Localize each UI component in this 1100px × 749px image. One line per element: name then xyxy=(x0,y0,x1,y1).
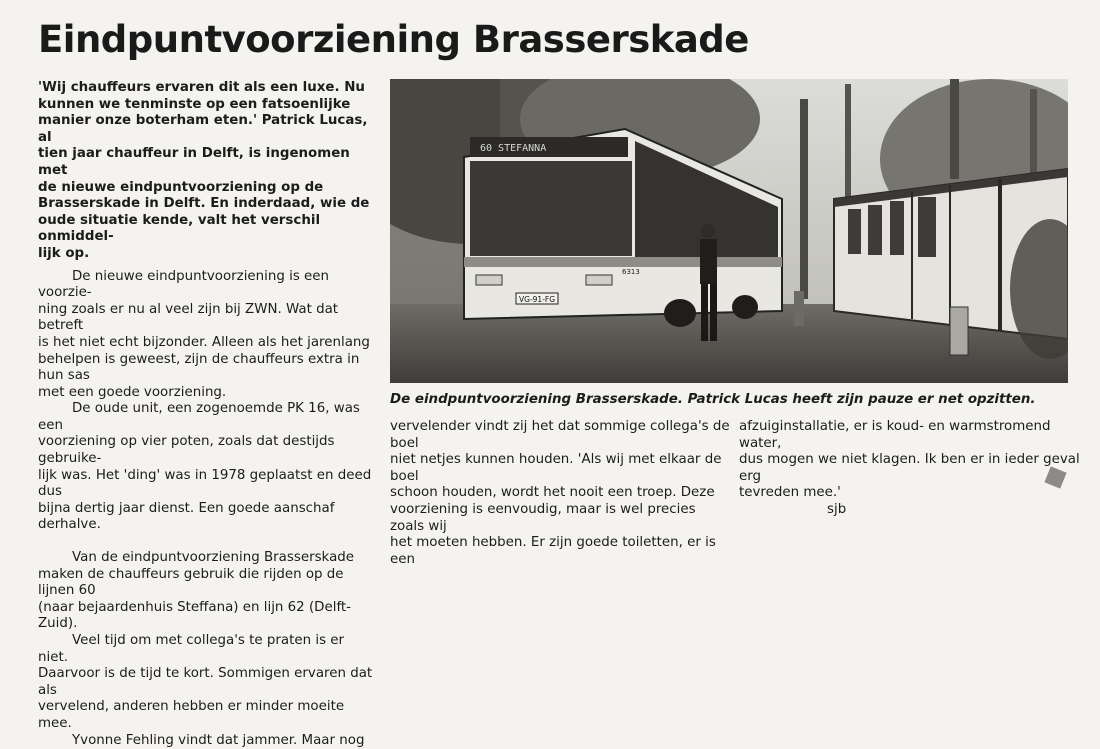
body-paragraph-5 xyxy=(38,733,378,749)
body-line: het moeten hebben. Er zijn goede toiletten, er is een xyxy=(390,535,716,567)
body-line: dus mogen we niet klagen. Ik ben er in ieder geval erg xyxy=(739,452,1080,484)
cabin-window xyxy=(918,197,936,257)
body-line: De nieuwe eindpuntvoorziening is een voorzie- xyxy=(38,268,330,301)
body-paragraph-3 xyxy=(38,550,378,633)
intro-line: lijk op. xyxy=(38,245,90,261)
body-line: afzuiginstallatie, er is koud- en warmstromend water, xyxy=(739,419,1051,451)
body-line: bijna dertig jaar dienst. Een goede aanschaf derhalve. xyxy=(38,500,335,533)
post xyxy=(794,291,804,326)
intro-line: kunnen we tenminste op een fatsoenlijke xyxy=(38,96,351,112)
tree-trunk xyxy=(800,99,808,299)
sign-post xyxy=(950,307,968,355)
cabin-window xyxy=(890,201,904,255)
cabin-window xyxy=(868,205,882,255)
intro-line: tien jaar chauffeur in Delft, is ingenomen met xyxy=(38,146,350,178)
body-line: maken de chauffeurs gebruik die rijden op de lijnen 60 xyxy=(38,566,344,599)
body-line: vervelend, anderen hebben er minder moeite mee. xyxy=(38,699,345,731)
body-line: De oude unit, een zogenoemde PK 16, was een xyxy=(38,401,360,433)
body-line: is het niet echt bijzonder. Alleen als het jarenlang xyxy=(38,334,370,350)
body-line: vervelender vindt zij het dat sommige collega's de boel xyxy=(390,419,730,451)
bus-wheel xyxy=(664,299,696,327)
bus-headlight xyxy=(586,275,612,285)
intro-paragraph xyxy=(38,80,378,263)
bus-license-plate-text: VG-91-FG xyxy=(519,295,556,304)
bus-headlight xyxy=(476,275,502,285)
body-line: lijk was. Het 'ding' was in 1978 geplaatst en deed dus xyxy=(38,467,372,500)
body-line: (naar bejaardenhuis Steffana) en lijn 62 (Delft-Zuid). xyxy=(38,599,352,632)
body-line: tevreden mee.' xyxy=(739,485,841,501)
body-line: ning zoals er nu al veel zijn bij ZWN. Wat dat betreft xyxy=(38,301,339,334)
bus-fleet-number: 6313 xyxy=(622,268,640,276)
body-line: met een goede voorziening. xyxy=(38,384,227,400)
body-paragraph-2 xyxy=(38,401,378,534)
article-title: Eindpuntvoorziening Brasserskade xyxy=(38,18,749,61)
bus-windshield xyxy=(470,161,632,256)
body-line: niet netjes kunnen houden. 'Als wij met elkaar de boel xyxy=(390,452,722,484)
bus-wheel xyxy=(732,295,758,319)
body-paragraph-4 xyxy=(38,633,378,733)
body-line: schoon houden, wordt het nooit een troep. Deze xyxy=(390,485,715,501)
tree-trunk xyxy=(950,79,959,179)
intro-line: manier onze boterham eten.' Patrick Lucas, al xyxy=(38,113,368,145)
body-line: voorziening op vier poten, zoals dat destijds gebruike- xyxy=(38,434,335,467)
intro-line: Brasserskade in Delft. En inderdaad, wie de xyxy=(38,196,370,212)
body-line: behelpen is geweest, zijn de chauffeurs extra in hun sas xyxy=(38,351,360,384)
intro-line: 'Wij chauffeurs ervaren dit als een luxe. Nu xyxy=(38,80,365,95)
intro-line: oude situatie kende, valt het verschil onmiddel- xyxy=(38,212,321,245)
article-photo xyxy=(390,79,1068,383)
photo-caption: De eindpuntvoorziening Brasserskade. Patrick Lucas heeft zijn pauze er net opzitten. xyxy=(390,392,1036,407)
body-line: Veel tijd om met collega's te praten is er niet. xyxy=(38,633,345,665)
cabin-window xyxy=(848,209,861,254)
body-line: voorziening is eenvoudig, maar is wel precies zoals wij xyxy=(390,501,696,534)
intro-line: de nieuwe eindpuntvoorziening op de xyxy=(38,179,324,195)
body-line: Van de eindpuntvoorziening Brasserskade xyxy=(72,550,355,566)
left-column xyxy=(38,80,378,749)
right-column xyxy=(739,419,1084,519)
body-line: Daarvoor is de tijd te kort. Sommigen ervaren dat als xyxy=(38,666,373,698)
body-line: Yvonne Fehling vindt dat jammer. Maar nog xyxy=(72,732,365,748)
middle-column xyxy=(390,419,730,568)
body-paragraph-1 xyxy=(38,269,378,402)
bus-destination-text: 60 STEFANNA xyxy=(480,143,547,154)
author-signature: sjb xyxy=(827,501,847,517)
